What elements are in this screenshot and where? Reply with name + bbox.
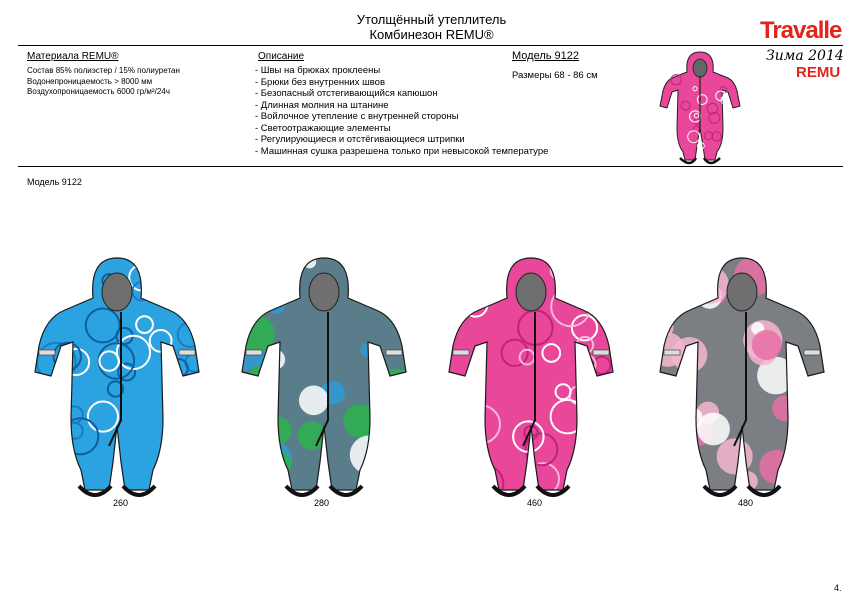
variant-item <box>17 250 217 507</box>
jumpsuit-image <box>642 250 842 502</box>
reflective-strip <box>453 350 469 355</box>
description-item: - Длинная молния на штанине <box>255 99 389 111</box>
jumpsuit-image <box>17 250 217 502</box>
model-sizes: Размеры 68 - 86 см <box>512 70 598 81</box>
description-item: - Войлочное утепление с внутренней стороны <box>255 111 459 122</box>
divider-top <box>18 45 843 46</box>
variant-code: 480 <box>738 498 754 508</box>
reflective-strip <box>179 350 195 355</box>
hood-opening <box>516 273 546 311</box>
divider-bottom <box>18 166 843 167</box>
description-item: - Швы на брюках проклеены <box>255 65 381 76</box>
model-heading: Модель 9122 <box>512 50 580 62</box>
materials-line: Водонепроницаемость > 8000 мм <box>27 76 153 86</box>
jumpsuit-image <box>431 250 631 502</box>
variant-code: 260 <box>113 498 129 508</box>
reflective-strip <box>664 350 680 355</box>
reflective-strip <box>39 350 55 355</box>
materials-line: Воздухопроницаемость 6000 гр/м²/24ч <box>27 87 170 96</box>
variant-code: 460 <box>527 498 543 508</box>
reflective-strip <box>593 350 609 355</box>
hood-opening <box>727 273 757 311</box>
description-list <box>255 65 548 157</box>
document-title: Утолщённый утеплитель <box>356 12 507 27</box>
materials-list <box>27 66 180 98</box>
description-item: - Безопасный отстегивающийся капюшон <box>255 88 438 99</box>
brand-logo: Travalle <box>760 17 842 44</box>
variant-code: 280 <box>314 498 330 508</box>
description-heading: Описание <box>258 51 305 62</box>
section-label: Модель 9122 <box>27 177 82 187</box>
brand-sub: REMU <box>796 64 841 81</box>
description-item: - Машинная сушка разрешена только при невысокой температуре <box>255 145 549 157</box>
reflective-strip <box>386 350 402 355</box>
hood-opening <box>102 273 132 311</box>
materials-heading: Материала REMU® <box>27 51 119 62</box>
variant-item <box>431 250 631 507</box>
description-item: - Светоотражающие элементы <box>255 122 391 134</box>
jumpsuit-image <box>224 250 424 502</box>
reflective-strip <box>246 350 262 355</box>
reflective-strip <box>804 350 820 355</box>
thumbnail-suit <box>660 52 740 163</box>
page-number: 4. <box>834 583 842 593</box>
brand-season: Зима 2014 <box>766 48 844 64</box>
hood-opening <box>309 273 339 311</box>
description-item: - Брюки без внутренних швов <box>255 76 385 88</box>
document-subtitle: Комбинезон REMU® <box>369 27 494 42</box>
description-item: - Регулирующиеся и отстёгивающиеся штрипки <box>255 134 465 145</box>
variant-item <box>642 250 842 507</box>
materials-line: Состав 85% полиэстер / 15% полиуретан <box>27 66 180 75</box>
variant-item <box>224 250 424 507</box>
thumbnail-image <box>650 48 750 166</box>
